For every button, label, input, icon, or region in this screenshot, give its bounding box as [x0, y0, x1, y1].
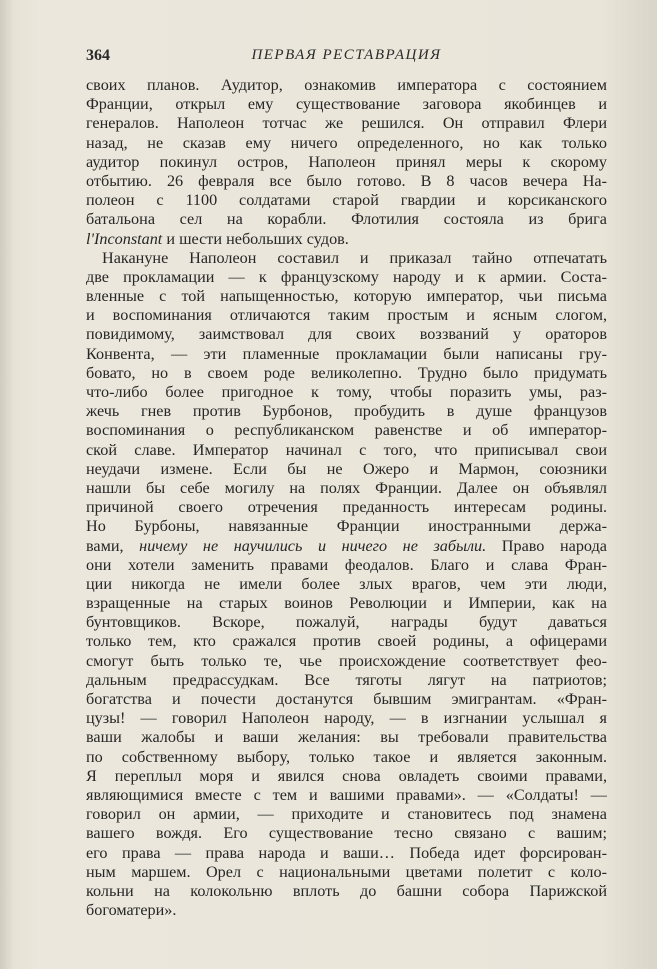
text-line: бовато, но в своем роде великолепно. Трудно было придумать [86, 363, 607, 382]
text-line: своих планов. Аудитор, ознакомив императора с состоянием [86, 76, 607, 94]
text-line: богоматери». [86, 901, 177, 920]
text-line: бунтовщиков. Вскоре, пожалуй, награды будут даваться [86, 613, 607, 632]
text-line: что-либо более пригодное к тому, чтобы поразить умы, раз- [86, 383, 607, 401]
text-line: ваши жалобы и ваши желания: вы требовали правительства [86, 728, 607, 747]
text-line: смогут быть только те, чье происхождение соответствует фео- [86, 651, 607, 670]
text-line: батальона сел на корабли. Флотилия состояла из брига [86, 210, 607, 229]
text-line [86, 537, 607, 556]
text-line: жечь гнев против Бурбонов, пробудить в душе французов [86, 402, 607, 421]
text-line: говорил он армии, — приходите и становитесь под знамена [86, 805, 607, 824]
text-line: аудитор покинул остров, Наполеон принял меры к скорому [86, 152, 607, 171]
text-line: они хотели заменить правами феодалов. Благо и слава Фран- [86, 555, 607, 574]
text-line: Франции, открыл ему существование заговора якобинцев и [86, 95, 607, 114]
text-line: вленные с той напыщенностью, которую император, чьи письма [86, 287, 607, 306]
text-line: только тем, кто сражался против своей родины, а офицерами [86, 632, 607, 651]
text-line: цузы! — говорил Наполеон народу, — в изгнании услышал я [86, 709, 607, 728]
text-line: Накануне Наполеон составил и приказал тайно отпечатать [102, 248, 607, 267]
line-before: вами, [86, 536, 140, 555]
italic-quote: ничему не научились и ничего не забыли. [139, 536, 487, 555]
paragraph-2-continued [86, 556, 607, 901]
text-line: полеон с 1100 солдатами старой гвардии и корсиканского [86, 191, 607, 210]
ship-name: l'Inconstant [86, 229, 163, 248]
line-rest: и шести небольших судов. [162, 229, 349, 248]
paragraph-2 [86, 249, 607, 537]
text-line: по собственному выбору, только такое и является законным. [86, 747, 607, 766]
text-line: неудачи измене. Если бы не Ожеро и Мармон, союзники [86, 459, 607, 478]
body-text [86, 76, 607, 920]
text-line: воспоминания о республиканском равенстве и об император- [86, 421, 607, 440]
text-line: вашего вождя. Его существование тесно связано с вашим; [86, 824, 607, 843]
running-title: ПЕРВАЯ РЕСТАВРАЦИЯ [251, 47, 442, 63]
text-line: являющимися вместе с тем и вашими правами». — «Солдаты! — [86, 785, 607, 804]
text-line: его права — права народа и ваши… Победа идет форсирован- [86, 843, 607, 862]
text-line: ской славе. Император начинал с того, что приписывал свои [86, 440, 607, 459]
line-after: Право народа [486, 536, 607, 555]
text-line: ции никогда не имели более злых врагов, чем эти люди, [86, 574, 607, 593]
text-line: и воспоминания отличаются таким простым и ясным слогом, [86, 306, 607, 325]
page-number: 364 [86, 47, 110, 64]
text-line: дальным предрассудкам. Все тяготы лягут на патриотов; [86, 670, 607, 689]
text-line [86, 230, 607, 249]
paragraph-1 [86, 76, 607, 230]
text-line: кольни на колокольню вплоть до башни собора Парижской [86, 881, 607, 900]
text-line: две прокламации — к французскому народу и к армии. Соста- [86, 267, 607, 286]
text-line: Но Бурбоны, навязанные Франции иностранными держа- [86, 517, 607, 536]
page-header [86, 47, 607, 69]
text-line: Конвента, — эти пламенные прокламации были написаны гру- [86, 344, 607, 363]
text-line: генералов. Наполеон тотчас же решился. Он отправил Флери [86, 114, 607, 133]
text-line: взращенные на старых воинов Революции и Империи, как на [86, 594, 607, 613]
text-line: ным маршем. Орел с национальными цветами полетит с коло- [86, 862, 607, 881]
text-line: назад, не сказав ему ничего определенного, но как только [86, 133, 607, 152]
text-line: богатства и почести достанутся бывшим эмигрантам. «Фран- [86, 690, 607, 708]
text-line: Я переплыл моря и явился снова овладеть своими правами, [86, 766, 607, 785]
text-line: отбытию. 26 февраля все было готово. В 8 часов вечера На- [86, 171, 607, 190]
text-line: причиной своего отречения преданность интересам родины. [86, 498, 607, 517]
text-line: нашли бы себе могилу на полях Франции. Далее он объявлял [86, 478, 607, 497]
text-line: повидимому, заимствовал для своих воззваний у ораторов [86, 325, 607, 344]
